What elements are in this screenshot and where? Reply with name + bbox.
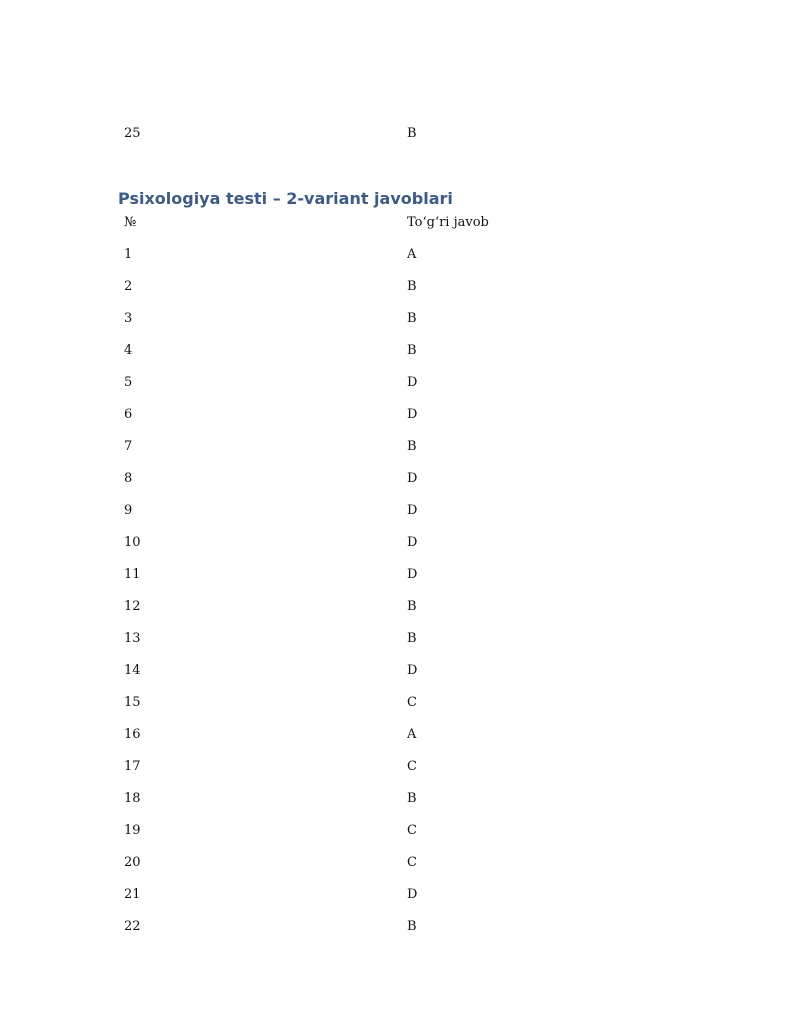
- row-number: 7: [124, 439, 133, 454]
- section-heading: Psixologiya testi – 2-variant javoblari: [118, 189, 453, 208]
- row-number: 20: [124, 855, 141, 870]
- row-answer: C: [407, 759, 417, 774]
- table-row: [124, 501, 684, 521]
- table-row: [124, 469, 684, 489]
- table-row: [124, 661, 684, 681]
- table-row: [124, 789, 684, 809]
- row-number: 2: [124, 279, 133, 294]
- row-number: 25: [124, 126, 141, 141]
- row-answer: D: [407, 471, 418, 486]
- table-row: [124, 341, 684, 361]
- row-number: 15: [124, 695, 141, 710]
- row-number: 19: [124, 823, 141, 838]
- row-answer: B: [407, 919, 417, 934]
- row-answer: D: [407, 887, 418, 902]
- table-row: [124, 405, 684, 425]
- table-row: [124, 277, 684, 297]
- row-number: 14: [124, 663, 141, 678]
- row-number: 3: [124, 311, 133, 326]
- row-answer: A: [407, 247, 417, 262]
- table-row: [124, 565, 684, 585]
- row-answer: B: [407, 791, 417, 806]
- row-answer: C: [407, 823, 417, 838]
- row-answer: B: [407, 631, 417, 646]
- table-header-row: [124, 213, 684, 233]
- header-answer: To‘g‘ri javob: [407, 215, 489, 230]
- row-answer: A: [407, 727, 417, 742]
- row-number: 16: [124, 727, 141, 742]
- row-number: 1: [124, 247, 133, 262]
- row-answer: B: [407, 439, 417, 454]
- table-row: [124, 821, 684, 841]
- row-number: 4: [124, 343, 133, 358]
- row-answer: B: [407, 311, 417, 326]
- table-row: [124, 629, 684, 649]
- row-number: 8: [124, 471, 133, 486]
- table-row: [124, 757, 684, 777]
- table-row: [124, 917, 684, 937]
- row-number: 22: [124, 919, 141, 934]
- row-number: 11: [124, 567, 141, 582]
- row-number: 12: [124, 599, 141, 614]
- table-row: [124, 725, 684, 745]
- row-answer: D: [407, 535, 418, 550]
- row-answer: B: [407, 599, 417, 614]
- row-answer: D: [407, 663, 418, 678]
- table-row: [124, 885, 684, 905]
- table-row: [124, 437, 684, 457]
- row-answer: D: [407, 375, 418, 390]
- table-row: [124, 245, 684, 265]
- row-number: 21: [124, 887, 141, 902]
- row-number: 6: [124, 407, 133, 422]
- row-number: 13: [124, 631, 141, 646]
- row-answer: D: [407, 503, 418, 518]
- table-row: [124, 597, 684, 617]
- row-answer: B: [407, 279, 417, 294]
- table-row: [124, 309, 684, 329]
- row-answer: B: [407, 343, 417, 358]
- row-answer: C: [407, 855, 417, 870]
- row-number: 18: [124, 791, 141, 806]
- table-row: [124, 533, 684, 553]
- row-number: 10: [124, 535, 141, 550]
- header-number: №: [124, 215, 137, 230]
- table-row: [124, 853, 684, 873]
- prev-table-row: [124, 124, 684, 144]
- row-answer: C: [407, 695, 417, 710]
- row-answer: D: [407, 407, 418, 422]
- row-number: 5: [124, 375, 133, 390]
- row-number: 9: [124, 503, 133, 518]
- table-row: [124, 373, 684, 393]
- row-answer: D: [407, 567, 418, 582]
- row-number: 17: [124, 759, 141, 774]
- row-answer: B: [407, 126, 417, 141]
- table-row: [124, 693, 684, 713]
